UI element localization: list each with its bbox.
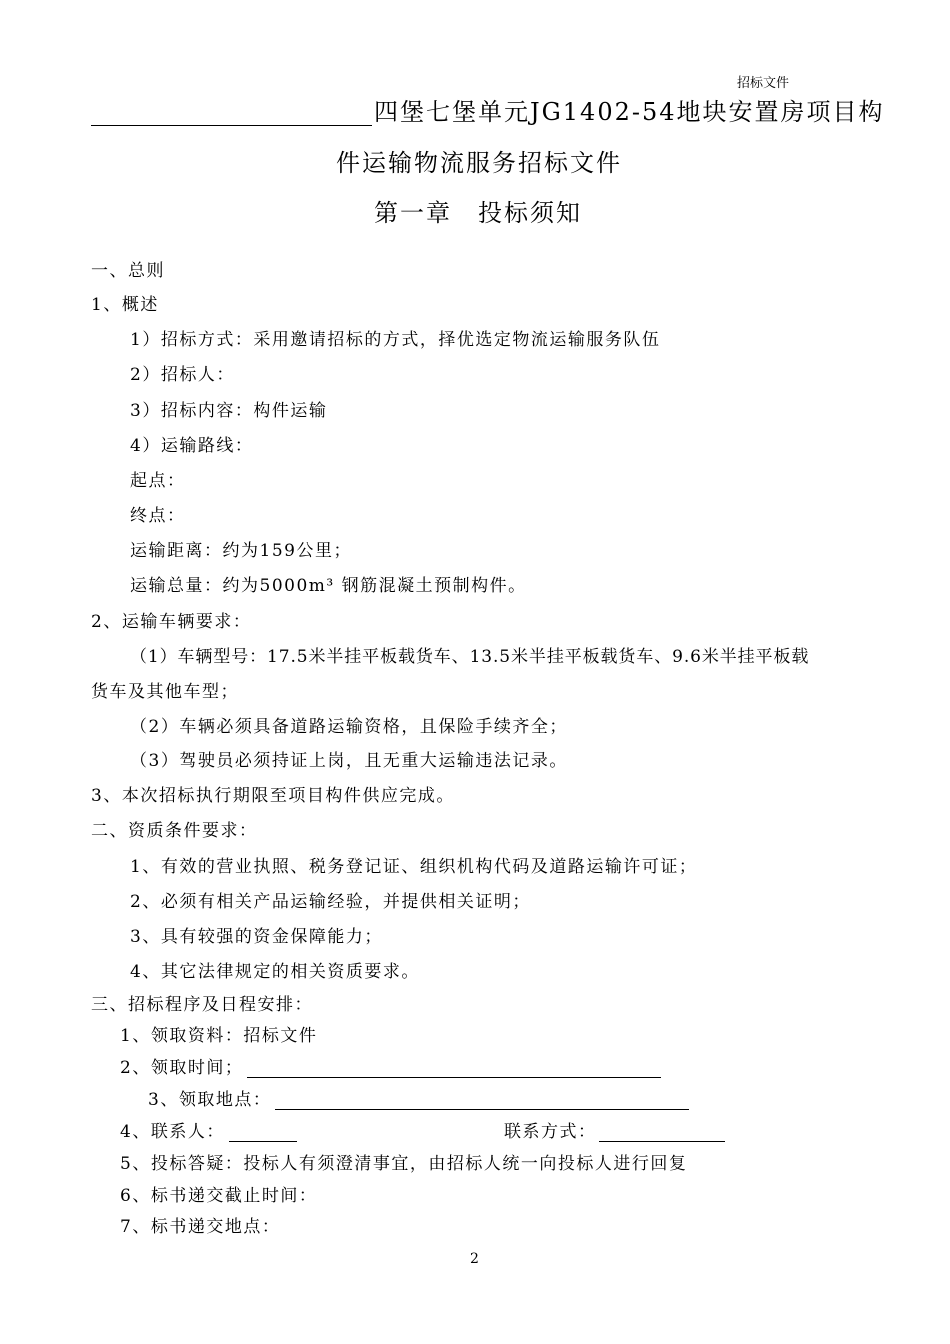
document-title-line2: 件运输物流服务招标文件: [336, 149, 622, 177]
paragraph: 运输总量：约为5000m³ 钢筋混凝土预制构件。: [130, 576, 527, 596]
paragraph: 3、具有较强的资金保障能力；: [130, 927, 383, 947]
paragraph: 运输距离：约为159公里；: [130, 541, 352, 561]
section-heading: 二、资质条件要求：: [91, 821, 258, 841]
section-heading: 一、总则: [91, 261, 165, 281]
paragraph: （3）驾驶员必须持证上岗，且无重大运输违法记录。: [130, 751, 568, 771]
subsection-heading: 1、概述: [91, 295, 159, 315]
paragraph: 3）招标内容：构件运输: [130, 401, 328, 421]
document-title-line1: 四堡七堡单元JG1402-54地块安置房项目构: [374, 98, 885, 126]
form-label: 联系方式：: [504, 1122, 597, 1142]
paragraph: 1、领取资料：招标文件: [120, 1026, 318, 1046]
form-row-contact-method: [504, 1117, 725, 1142]
paragraph: 4）运输路线：: [130, 436, 254, 456]
form-label: 2、领取时间；: [120, 1058, 244, 1078]
form-row-contact-person: [120, 1117, 297, 1142]
running-header: 招标文件: [737, 76, 790, 91]
blank-line: [247, 1057, 661, 1078]
paragraph: 6、标书递交截止时间：: [120, 1186, 318, 1206]
paragraph: 1、有效的营业执照、税务登记证、组织机构代码及道路运输许可证；: [130, 857, 698, 877]
paragraph: 7、标书递交地点：: [120, 1217, 281, 1237]
form-row-pickup-location: [148, 1085, 689, 1110]
paragraph: 终点：: [130, 506, 186, 526]
blank-line: [275, 1089, 689, 1110]
form-label: 3、领取地点：: [148, 1090, 272, 1110]
paragraph: 5、投标答疑：投标人有须澄清事宜，由招标人统一向投标人进行回复: [120, 1154, 688, 1174]
paragraph: 2）招标人：: [130, 365, 235, 385]
chapter-title: 第一章 投标须知: [374, 199, 582, 227]
section-heading: 三、招标程序及日程安排：: [91, 995, 313, 1015]
form-row-pickup-time: [120, 1053, 661, 1078]
title-underline: [91, 125, 372, 126]
subsection-heading: 2、运输车辆要求：: [91, 612, 252, 632]
blank-line: [229, 1121, 297, 1142]
blank-line: [599, 1121, 725, 1142]
subsection-heading: 3、本次招标执行期限至项目构件供应完成。: [91, 786, 455, 806]
paragraph: 2、必须有相关产品运输经验，并提供相关证明；: [130, 892, 531, 912]
paragraph: （2）车辆必须具备道路运输资格，且保险手续齐全；: [130, 717, 568, 737]
paragraph: （1）车辆型号：17.5米半挂平板载货车、13.5米半挂平板载货车、9.6米半挂平板载: [130, 647, 810, 667]
paragraph: 4、其它法律规定的相关资质要求。: [130, 962, 420, 982]
paragraph: 起点：: [130, 471, 186, 491]
paragraph: 货车及其他车型；: [91, 682, 239, 702]
page-number: 2: [470, 1251, 479, 1267]
paragraph: 1）招标方式：采用邀请招标的方式，择优选定物流运输服务队伍: [130, 330, 661, 350]
form-label: 4、联系人：: [120, 1122, 225, 1142]
